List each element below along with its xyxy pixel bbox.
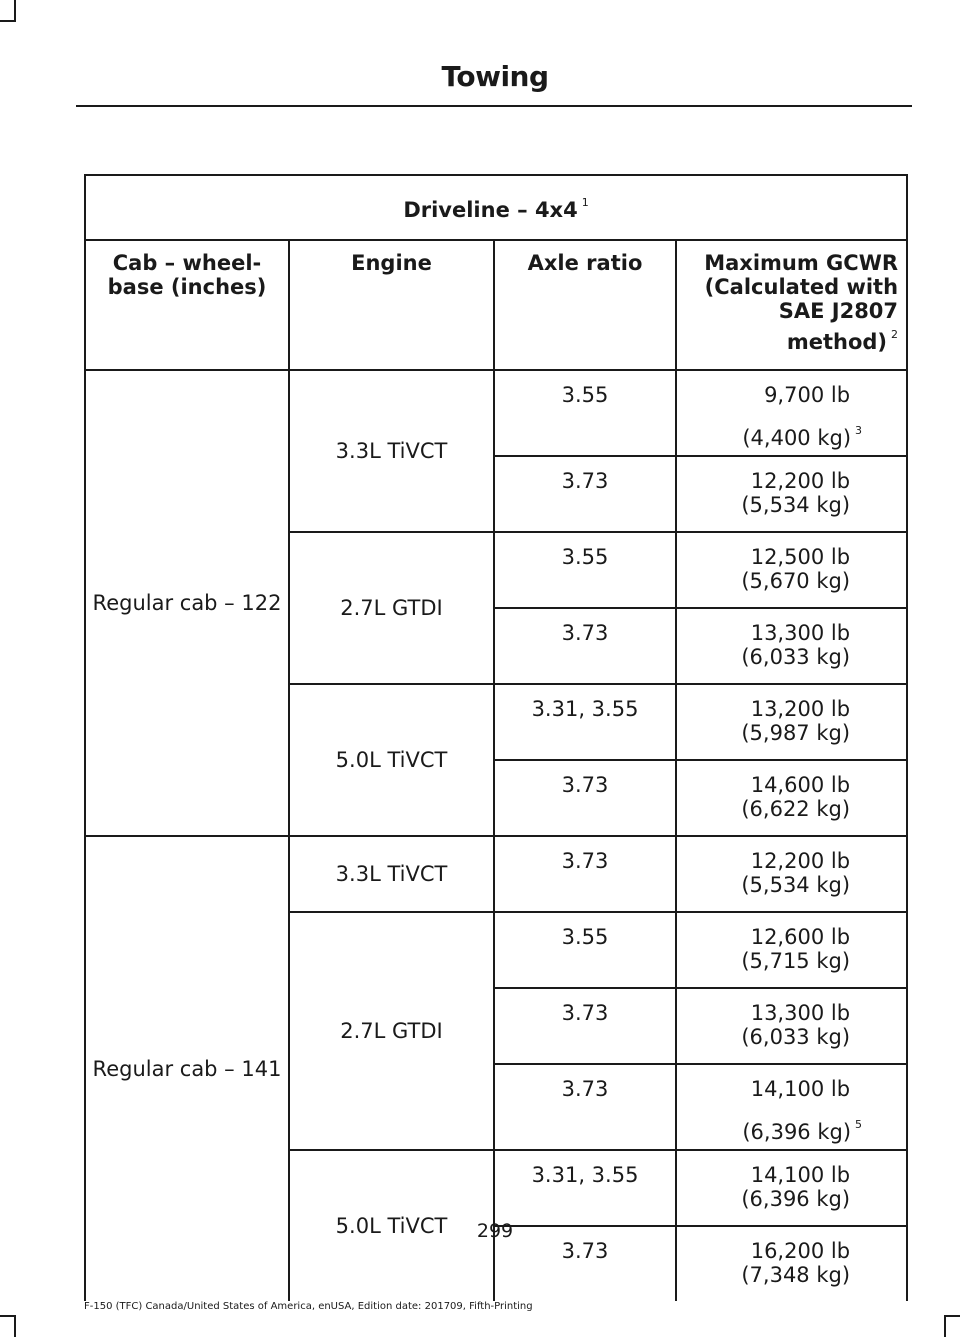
gcwr-lb: 14,100 lb [750,1163,851,1187]
crop-mark [944,1315,960,1317]
gcwr-cell [676,912,907,988]
gcwr-kg: (5,670 kg) [741,569,851,593]
gcwr-cell [676,608,907,684]
gcwr-kg: (6,622 kg) [741,797,851,821]
engine-cell: 2.7L GTDI [289,532,494,684]
gcwr-cell [676,370,907,456]
crop-mark [14,1315,16,1337]
gcwr-cell [676,1150,907,1226]
column-header-gcwr-text: Maximum GCWR (Calculated with SAE J2807 method) [704,251,899,354]
axle-cell: 3.73 [494,836,676,912]
gcwr-kg: (5,534 kg) [741,493,851,517]
crop-mark [944,1315,946,1337]
gcwr-kg: (5,534 kg) [741,873,851,897]
table-row [85,836,907,912]
page-title: Towing [441,60,549,93]
gcwr-cell [676,532,907,608]
gcwr-lb: 9,700 lb [764,383,851,407]
gcwr-cell [676,760,907,836]
gcwr-lb: 13,300 lb [750,1001,851,1025]
gcwr-lb: 12,600 lb [750,925,851,949]
gcwr-lb: 14,100 lb [750,1077,851,1101]
gcwr-lb: 13,300 lb [750,621,851,645]
footnote-ref: 1 [581,196,589,209]
gcwr-kg: (6,396 kg) [741,1187,851,1211]
gcwr-cell [676,456,907,532]
footnote-ref: 2 [891,328,899,341]
footnote-ref: 3 [855,424,863,437]
gcwr-lb: 12,500 lb [750,545,851,569]
gcwr-kg: (5,987 kg) [741,721,851,745]
footnote-ref: 5 [855,1118,863,1131]
crop-mark [14,0,16,22]
page-number: 299 [476,1220,514,1242]
gcwr-kg: (6,396 kg) [742,1120,852,1144]
gcwr-lb: 14,600 lb [750,773,851,797]
gcwr-kg: (6,033 kg) [741,645,851,669]
gcwr-kg: (6,033 kg) [741,1025,851,1049]
engine-cell: 3.3L TiVCT [289,370,494,532]
table-row [85,370,907,456]
table-title [85,175,907,240]
gcwr-lb: 16,200 lb [750,1239,851,1263]
gcwr-kg-wrap [677,419,862,450]
crop-mark [0,1315,16,1317]
gcwr-kg: (7,348 kg) [741,1263,851,1287]
towing-table [84,174,908,1301]
axle-cell: 3.73 [494,1226,676,1301]
cab-cell: Regular cab – 122 [85,370,289,836]
gcwr-kg-wrap [677,1113,862,1144]
engine-cell: 5.0L TiVCT [289,1150,494,1301]
table-title-text: Driveline – 4x4 [403,198,578,222]
gcwr-cell [676,988,907,1064]
axle-cell: 3.73 [494,760,676,836]
engine-cell: 3.3L TiVCT [289,836,494,912]
gcwr-kg: (4,400 kg) [742,426,852,450]
axle-cell: 3.55 [494,912,676,988]
gcwr-cell [676,1064,907,1150]
footer-text: F-150 (TFC) Canada/United States of America, enUSA, Edition date: 201709, Fifth-Printing [84,1301,533,1312]
cab-cell: Regular cab – 141 [85,836,289,1301]
gcwr-cell [676,684,907,760]
gcwr-lb: 13,200 lb [750,697,851,721]
axle-cell: 3.31, 3.55 [494,684,676,760]
crop-mark [0,20,16,22]
column-header-axle: Axle ratio [494,240,676,370]
axle-cell: 3.31, 3.55 [494,1150,676,1226]
axle-cell: 3.55 [494,532,676,608]
gcwr-lb: 12,200 lb [750,469,851,493]
gcwr-lb: 12,200 lb [750,849,851,873]
engine-cell: 5.0L TiVCT [289,684,494,836]
axle-cell: 3.55 [494,370,676,456]
engine-cell: 2.7L GTDI [289,912,494,1150]
column-header-engine: Engine [289,240,494,370]
axle-cell: 3.73 [494,988,676,1064]
column-header-gcwr [676,240,907,370]
axle-cell: 3.73 [494,456,676,532]
gcwr-kg: (5,715 kg) [741,949,851,973]
header-divider [76,105,912,107]
axle-cell: 3.73 [494,608,676,684]
column-header-cab: Cab – wheel-base (inches) [85,240,289,370]
gcwr-cell [676,836,907,912]
axle-cell: 3.73 [494,1064,676,1150]
